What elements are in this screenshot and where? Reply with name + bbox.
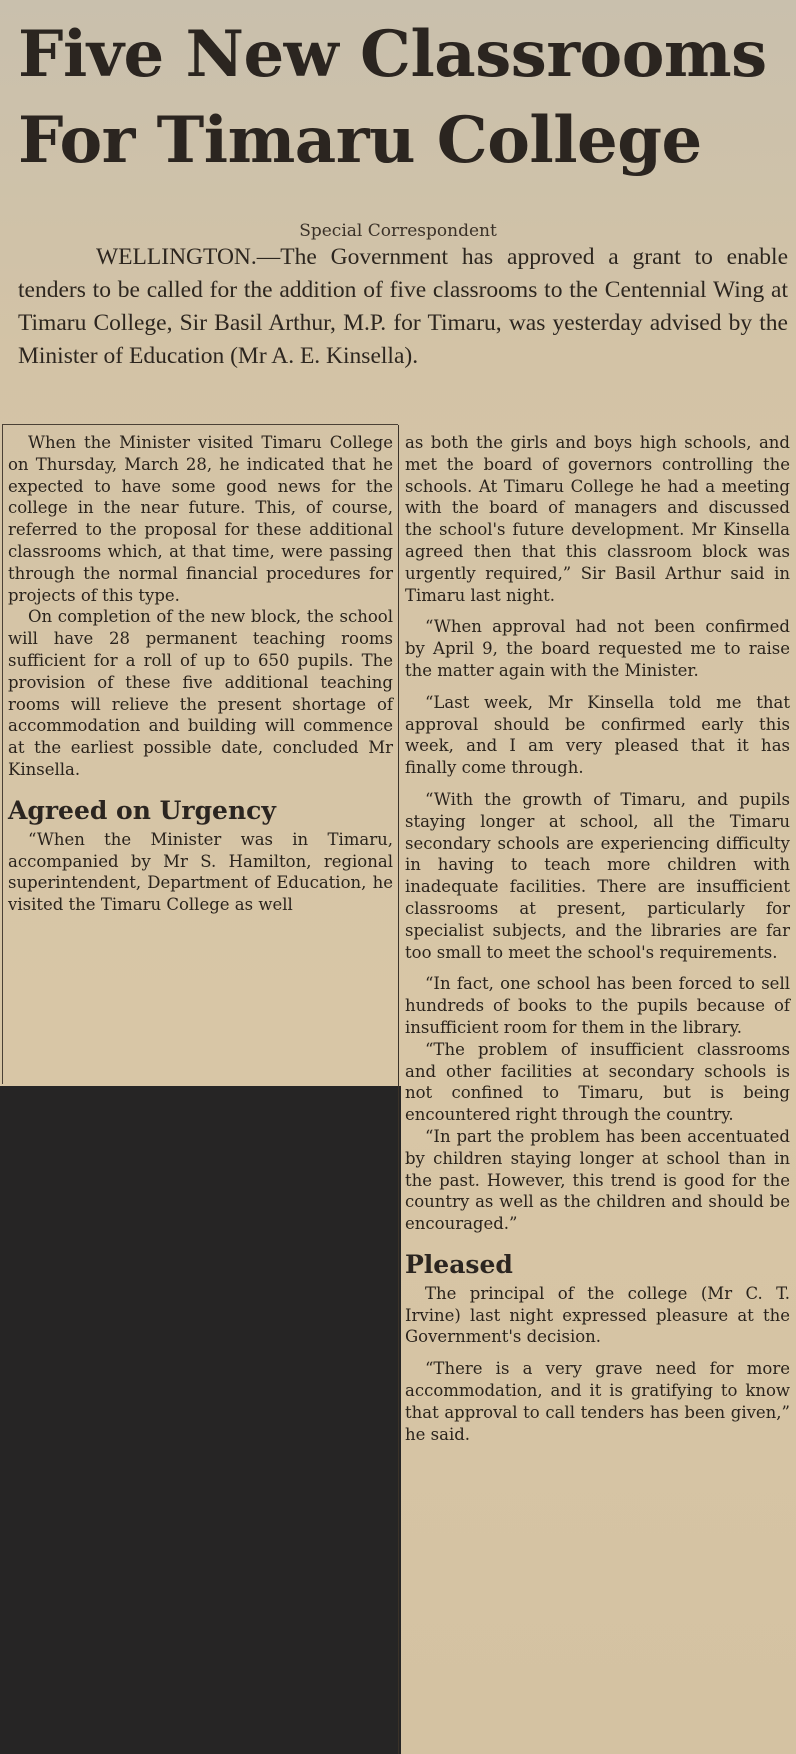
right-paragraph-8: The principal of the college (Mr C. T. Irvine) last night expressed pleasure at the Government's decision.: [405, 1283, 790, 1347]
right-paragraph-1: as both the girls and boys high schools, and met the board of governors controlling the schools. At Timaru College he had a meeting with the board of managers and discussed the school's future development. Mr Kinsella agreed then that this classroom block was urgently required,” Sir Basil Arthur said in Timaru last night.: [405, 433, 790, 605]
byline: Special Correspondent: [299, 221, 497, 241]
column-top-rule: [2, 424, 398, 425]
dark-background: [0, 1086, 401, 1754]
lede-text: WELLINGTON.—The Government has approved a grant to enable tenders to be called for the addition of five classrooms to the Centennial Wing at Timaru College, Sir Basil Arthur, M.P. for Timaru, was yesterday advised by the Minister of Education (Mr A. E. Kinsella).: [18, 244, 788, 369]
right-paragraph-5: “In fact, one school has been forced to sell hundreds of books to the pupils because of insufficient room for them in the library.: [405, 974, 790, 1037]
right-paragraph-6: “The problem of insufficient classrooms and other facilities at secondary schools is not confined to Timaru, but is being encountered right through the country.: [405, 1039, 790, 1125]
left-paragraph-2: On completion of the new block, the school will have 28 permanent teaching rooms sufficient for a roll of up to 650 pupils. The provision of these five additional teaching rooms will relieve the present shortage of accommodation and building will commence at the earliest possible date, concluded Mr Kinsella.: [8, 607, 393, 779]
left-column: [8, 432, 393, 916]
headline: [18, 12, 788, 184]
column-divider: [398, 425, 399, 1754]
right-paragraph-9: “There is a very grave need for more accommodation, and it is gratifying to know that approval to call tenders has been given,” he said.: [405, 1359, 790, 1444]
lede-paragraph: [18, 241, 788, 373]
subhead-agreed-on-urgency: Agreed on Urgency: [8, 795, 276, 825]
left-column-edge: [2, 424, 3, 1084]
left-paragraph-1: When the Minister visited Timaru College on Thursday, March 28, he indicated that he expected to have some good news for the college in the near future. This, of course, referred to the proposal for these additional classrooms which, at that time, were passing through the normal financial procedures for projects of this type.: [8, 433, 393, 605]
headline-line-2: For Timaru College: [18, 103, 702, 178]
right-paragraph-2: “When approval had not been confirmed by April 9, the board requested me to raise the matter again with the Minister.: [405, 617, 790, 680]
headline-line-1: Five New Classrooms: [18, 17, 767, 92]
right-paragraph-3: “Last week, Mr Kinsella told me that approval should be confirmed early this week, and I am very pleased that it has finally come through.: [405, 692, 790, 778]
right-paragraph-7: “In part the problem has been accentuated by children staying longer at school than in the past. However, this trend is good for the country as well as the children and should be encouraged.”: [405, 1126, 790, 1234]
left-paragraph-3: “When the Minister was in Timaru, accompanied by Mr S. Hamilton, regional superintendent, Department of Education, he visited the Timaru College as well: [8, 829, 393, 915]
right-column: [405, 432, 790, 1445]
subhead-pleased: Pleased: [405, 1249, 513, 1279]
right-paragraph-4: “With the growth of Timaru, and pupils staying longer at school, all the Timaru secondary schools are experiencing difficulty in having to teach more children with inadequate facilities. There are insufficient classrooms at present, particularly for specialist subjects, and the libraries are far too small to meet the school's requirements.: [405, 789, 790, 962]
